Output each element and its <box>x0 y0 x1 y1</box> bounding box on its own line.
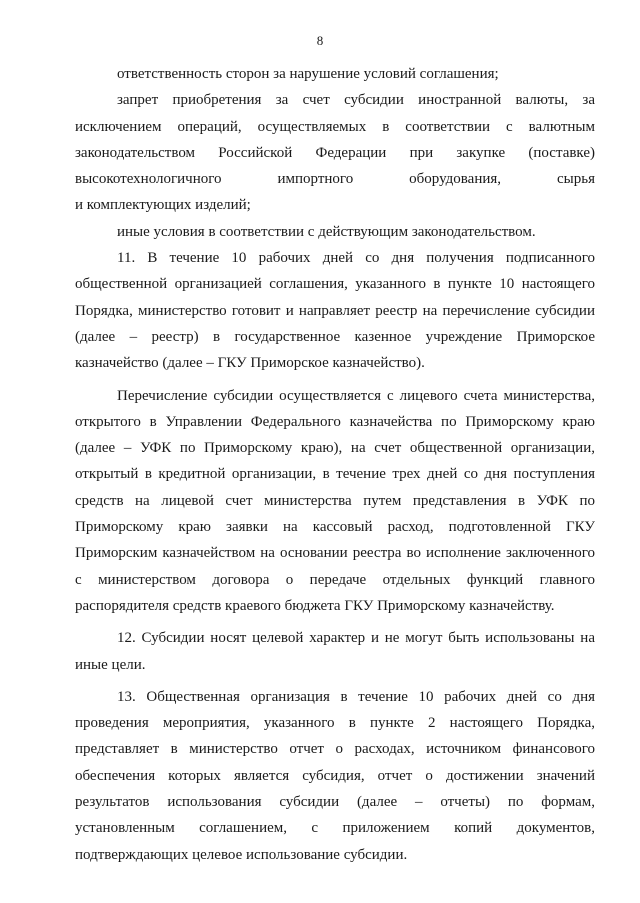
paragraph-currency-ban: запрет приобретения за счет субсидии иностранной валюты, за исключением операций, осуществляемых в соответствии с валютным законодательством Российской Федерации при закупке (поставке) высокотехнологичного импортного оборудования, сырья <box>75 92 595 188</box>
paragraph-responsibility: ответственность сторон за нарушение условий соглашения; <box>117 66 499 82</box>
paragraph-other-conditions: иные условия в соответствии с действующим законодательством. <box>117 223 536 240</box>
paragraph-item-12: 12. Субсидии носят целевой характер и не могут быть использованы на иные цели. <box>75 630 595 673</box>
paragraph-item-13: 13. Общественная организация в течение 10 рабочих дней со дня проведения мероприятия, указанного в пункте 2 настоящего Порядка, представляет в министерство отчет о расходах, источником финансового обеспечения которых является субсидия, отчет о достижении значений результатов использования субсидии (далее – отчеты) по формам, установленным соглашением, с приложением копий документов, подтверждающих целевое использование субсидии. <box>75 688 595 863</box>
paragraph-item-11: 11. В течение 10 рабочих дней со дня получения подписанного общественной организацией соглашения, указанного в пункте 10 настоящего Порядка, министерство готовит и направляет реестр на перечисление субсидии (далее – реестр) в государственное казенное учреждение Приморское казначейство (далее – ГКУ Приморское казначейство). <box>75 250 595 372</box>
paragraph-currency-ban-continuation: и комплектующих изделий; <box>75 197 251 214</box>
page-number: 8 <box>316 33 324 48</box>
paragraph-transfer-subsidy: Перечисление субсидии осуществляется с лицевого счета министерства, открытого в Управлении Федерального казначейства по Приморскому краю (далее – УФК по Приморскому краю), на счет общественной организации, открытый в кредитной организации, в течение трех дней со дня поступления средств на лицевой счет министерства путем представления в УФК по Приморскому краю заявки на кассовый расход, подготовленной ГКУ Приморским казначейством на основании реестра во исполнение заключенного с министерством договора о передаче отдельных функций главного распорядителя средств краевого бюджета ГКУ Приморскому казначейству. <box>75 387 595 614</box>
document-body <box>75 61 595 868</box>
